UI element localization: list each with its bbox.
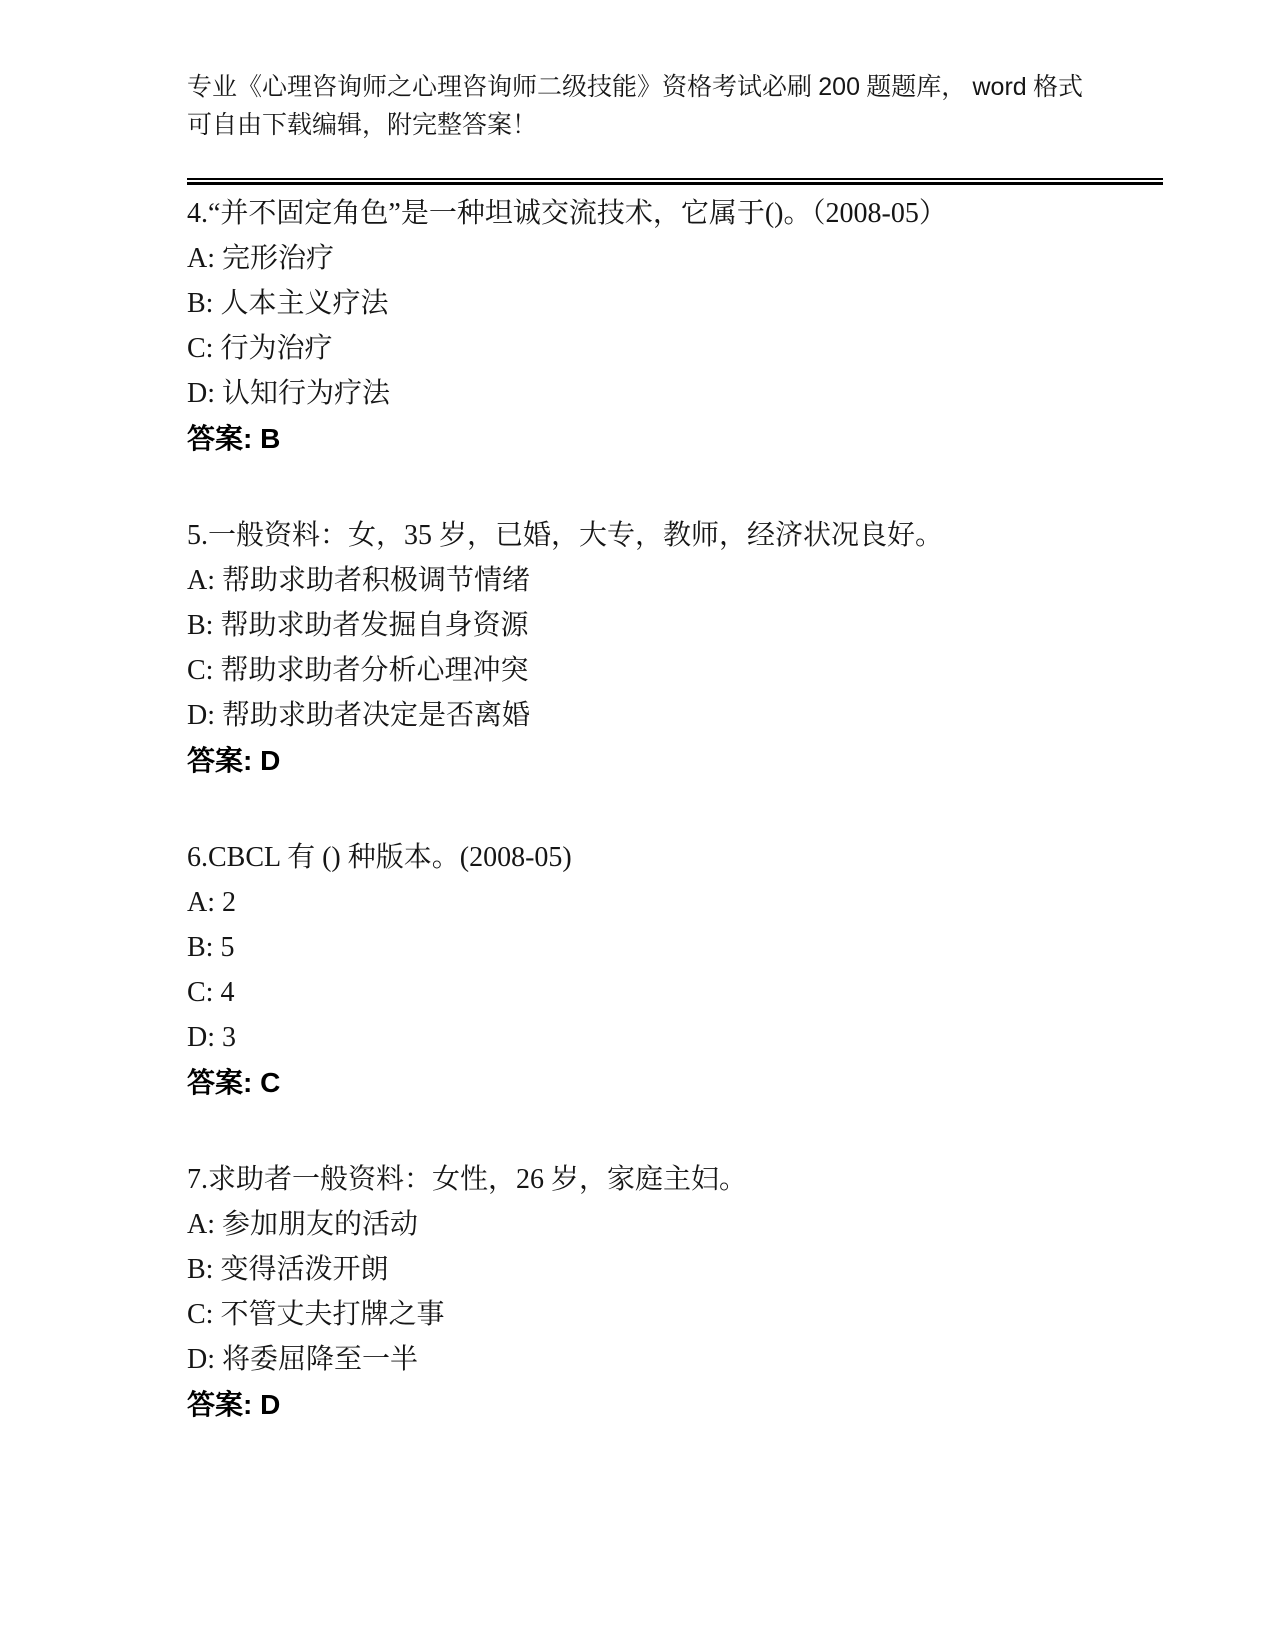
question-5 xyxy=(187,513,1163,783)
question-title: 6.CBCL 有 () 种版本。(2008-05) xyxy=(187,842,572,873)
header-number-segment: 200 xyxy=(818,73,860,101)
option-d: D: 3 xyxy=(187,1022,236,1053)
question-list xyxy=(187,191,1163,1427)
option-a: A: 帮助求助者积极调节情绪 xyxy=(187,565,531,596)
header-word-segment: word xyxy=(972,73,1027,101)
document-header xyxy=(187,68,1163,145)
option-b: B: 变得活泼开朗 xyxy=(187,1254,389,1285)
answer-line xyxy=(187,416,1163,461)
answer-value: D xyxy=(260,745,281,776)
answer-label: 答案: xyxy=(187,423,261,454)
option-c: C: 行为治疗 xyxy=(187,333,333,364)
answer-label: 答案: xyxy=(187,745,261,776)
option-b: B: 帮助求助者发掘自身资源 xyxy=(187,610,529,641)
answer-value: D xyxy=(260,1389,281,1420)
option-c: C: 帮助求助者分析心理冲突 xyxy=(187,655,529,686)
option-c: C: 4 xyxy=(187,977,235,1008)
option-d: D: 认知行为疗法 xyxy=(187,378,391,409)
header-line-2: 可自由下载编辑，附完整答案！ xyxy=(187,112,538,139)
question-title: 4.“并不固定角色”是一种坦诚交流技术，它属于()。（2008-05） xyxy=(187,198,947,229)
question-title: 5.一般资料：女，35 岁，已婚，大专，教师，经济状况良好。 xyxy=(187,520,944,551)
answer-label: 答案: xyxy=(187,1067,261,1098)
option-a: A: 参加朋友的活动 xyxy=(187,1209,419,1240)
header-rule-double-line xyxy=(187,178,1163,185)
option-b: B: 人本主义疗法 xyxy=(187,288,389,319)
answer-value: C xyxy=(260,1067,281,1098)
header-text-segment: 专业《心理咨询师之心理咨询师二级技能》资格考试必刷 xyxy=(187,74,819,101)
option-a: A: 2 xyxy=(187,887,236,918)
question-4 xyxy=(187,191,1163,461)
answer-label: 答案: xyxy=(187,1389,261,1420)
header-text-segment: 格式 xyxy=(1026,74,1083,101)
document-content xyxy=(187,0,1163,1479)
question-7 xyxy=(187,1157,1163,1427)
option-b: B: 5 xyxy=(187,932,235,963)
answer-value: B xyxy=(260,423,281,454)
question-6 xyxy=(187,835,1163,1105)
question-title: 7.求助者一般资料：女性，26 岁，家庭主妇。 xyxy=(187,1164,748,1195)
answer-line xyxy=(187,1382,1163,1427)
option-d: D: 将委屈降至一半 xyxy=(187,1344,419,1375)
option-a: A: 完形治疗 xyxy=(187,243,335,274)
option-d: D: 帮助求助者决定是否离婚 xyxy=(187,700,531,731)
answer-line xyxy=(187,1060,1163,1105)
header-text-segment: 题题库， xyxy=(859,74,973,101)
answer-line xyxy=(187,738,1163,783)
option-c: C: 不管丈夫打牌之事 xyxy=(187,1299,445,1330)
header-line-1 xyxy=(187,68,1163,107)
